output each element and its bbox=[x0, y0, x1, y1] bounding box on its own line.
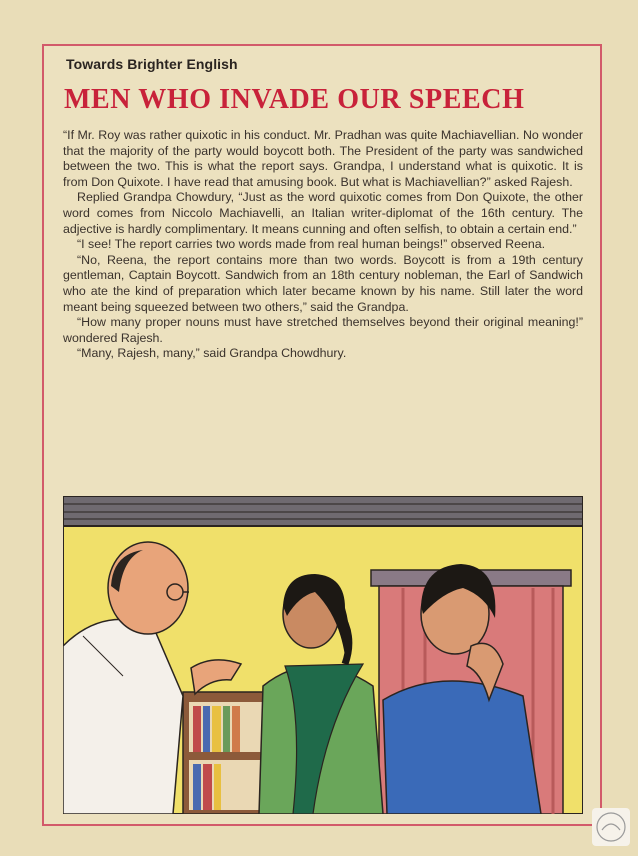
article-title: MEN WHO INVADE OUR SPEECH bbox=[64, 84, 525, 115]
series-heading: Towards Brighter English bbox=[66, 56, 238, 72]
paragraph: “Many, Rajesh, many,” said Grandpa Chowdhury. bbox=[77, 346, 347, 361]
comic-illustration bbox=[63, 496, 583, 814]
window-blind bbox=[63, 496, 583, 526]
paragraph: “No, Reena, the report contains more than two words. Boycott is from a 19th century gentleman, Captain Boycott. Sandwich from an 18th century nobleman, the Earl of Sandwich who ate the kind of preparation which later became known by his name. Still later the word meant being squeezed between two others,” said the Grandpa. bbox=[63, 252, 583, 314]
paragraph: “I see! The report carries two words made from real human beings!” observed Reena. bbox=[77, 237, 546, 252]
article-body bbox=[63, 128, 583, 362]
paragraph: Replied Grandpa Chowdury, “Just as the word quixotic comes from Don Quixote, the other word comes from Niccolo Machiavelli, an Italian writer-diplomat of the 16th century. The adjective is hardly complimentary. It means cunning and often selfish, to obtain a certain end.” bbox=[63, 190, 583, 236]
paragraph: “If Mr. Roy was rather quixotic in his conduct. Mr. Pradhan was quite Machiavellian. No wonder that the majority of the party would boycott both. The President of the party was sandwiched between the two. This is what the report says. Grandpa, I understand what is quixotic. It is from Don Quixote. I have read that amusing book. But what is Machiavellian?” asked Rajesh. bbox=[63, 128, 583, 189]
paragraph: “How many proper nouns must have stretched themselves beyond their original meaning!” wondered Rajesh. bbox=[63, 315, 583, 345]
publisher-logo-icon bbox=[592, 808, 630, 846]
